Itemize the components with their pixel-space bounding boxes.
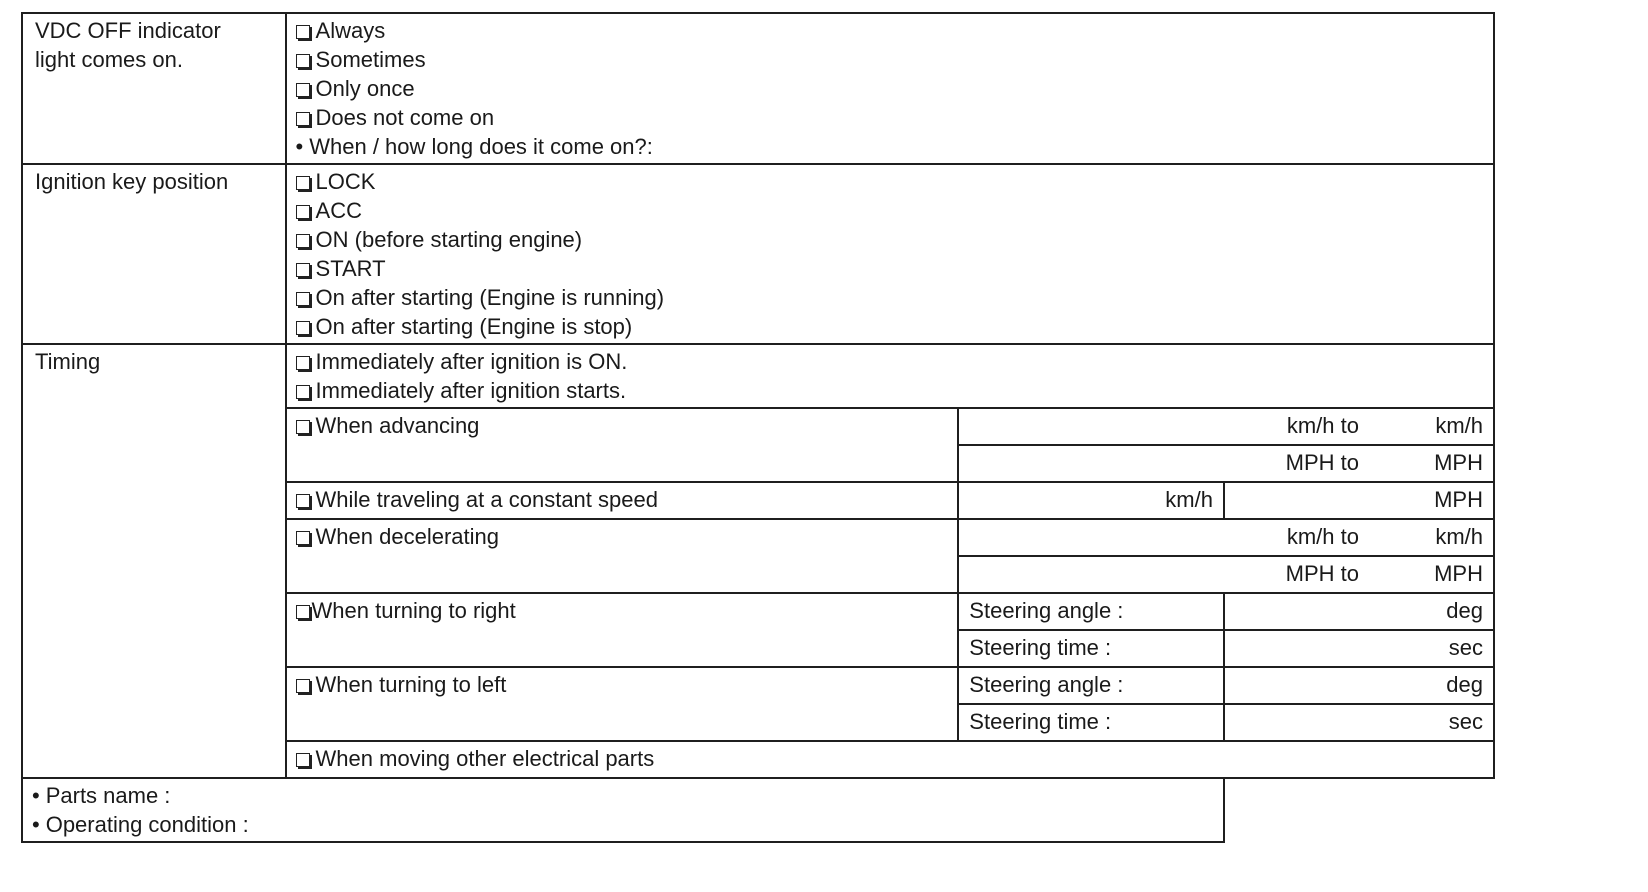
option-label: ACC xyxy=(315,198,362,223)
checkbox[interactable] xyxy=(296,679,310,693)
checkbox[interactable] xyxy=(296,292,310,306)
timing-immediate-row xyxy=(22,344,1494,408)
timing-immediate-cell xyxy=(286,344,1494,408)
mph-label: MPH xyxy=(1434,450,1483,475)
option-label: LOCK xyxy=(315,169,376,194)
electrical-cell[interactable] xyxy=(286,741,1494,778)
deg-unit: deg xyxy=(1446,672,1483,697)
electrical-label: When moving other electrical parts xyxy=(315,746,655,771)
turn-left-label: When turning to left xyxy=(315,672,507,697)
turn-left-label-cell[interactable] xyxy=(286,667,959,741)
checkbox[interactable] xyxy=(296,494,310,508)
indicator-label-cell xyxy=(22,13,286,164)
option-label: Immediately after ignition starts. xyxy=(315,378,627,403)
option-label: Always xyxy=(315,18,386,43)
option-label: Only once xyxy=(315,76,415,101)
option-always[interactable] xyxy=(296,16,1483,45)
checkbox[interactable] xyxy=(296,205,310,219)
advancing-mph-field[interactable] xyxy=(958,445,1494,482)
checkbox[interactable] xyxy=(296,356,310,370)
question-label: When / how long does it come on?: xyxy=(309,134,653,159)
timing-label: Timing xyxy=(35,349,101,374)
mph-to-label: MPH to xyxy=(1285,450,1359,475)
parts-row xyxy=(22,778,1494,842)
timing-label-cell xyxy=(22,344,286,778)
decelerating-label-cell[interactable] xyxy=(286,519,959,593)
option-label: Immediately after ignition is ON. xyxy=(315,349,628,374)
turn-right-label-cell[interactable] xyxy=(286,593,959,667)
option-on-before-start[interactable] xyxy=(296,225,1483,254)
constant-speed-label: While traveling at a constant speed xyxy=(315,487,658,512)
parts-name-label: Parts name : xyxy=(45,783,171,808)
turn-left-angle-field[interactable] xyxy=(1224,667,1494,704)
checkbox[interactable] xyxy=(296,54,310,68)
checkbox[interactable] xyxy=(296,753,310,767)
checkbox[interactable] xyxy=(296,112,310,126)
kmh-label: km/h xyxy=(1435,524,1483,549)
turn-right-time-field[interactable] xyxy=(1224,630,1494,667)
checkbox[interactable] xyxy=(296,605,310,619)
kmh-to-label: km/h to xyxy=(1286,413,1359,438)
constant-kmh-field[interactable] xyxy=(958,482,1224,519)
sec-unit: sec xyxy=(1448,709,1483,734)
option-label: On after starting (Engine is stop) xyxy=(315,314,633,339)
option-label: Sometimes xyxy=(315,47,426,72)
kmh-label: km/h xyxy=(1165,487,1213,512)
constant-speed-label-cell[interactable] xyxy=(286,482,959,519)
option-lock[interactable] xyxy=(296,167,1483,196)
option-start[interactable] xyxy=(296,254,1483,283)
checkbox[interactable] xyxy=(296,420,310,434)
steering-time-label-cell xyxy=(958,704,1224,741)
turn-right-label: When turning to right xyxy=(311,598,516,623)
option-label: ON (before starting engine) xyxy=(315,227,583,252)
decelerating-mph-field[interactable] xyxy=(958,556,1494,593)
checkbox[interactable] xyxy=(296,385,310,399)
option-on-after-stop[interactable] xyxy=(296,312,1483,341)
kmh-label: km/h xyxy=(1435,413,1483,438)
ignition-label: Ignition key position xyxy=(35,169,229,194)
checkbox[interactable] xyxy=(296,25,310,39)
indicator-label-line2: light comes on. xyxy=(35,47,183,72)
steering-time-label: Steering time : xyxy=(969,709,1112,734)
option-only-once[interactable] xyxy=(296,74,1483,103)
checkbox[interactable] xyxy=(296,321,310,335)
indicator-duration-question[interactable] xyxy=(296,132,1483,161)
option-label: On after starting (Engine is running) xyxy=(315,285,665,310)
bullet-icon: • xyxy=(295,134,304,159)
steering-angle-label: Steering angle : xyxy=(969,672,1124,697)
checkbox[interactable] xyxy=(296,83,310,97)
ignition-options-cell xyxy=(286,164,1494,344)
steering-time-label: Steering time : xyxy=(969,635,1112,660)
operating-condition-label: Operating condition : xyxy=(45,812,249,837)
operating-condition-field[interactable] xyxy=(32,810,1213,839)
decelerating-kmh-field[interactable] xyxy=(958,519,1494,556)
steering-angle-label-cell xyxy=(958,667,1224,704)
turn-left-time-field[interactable] xyxy=(1224,704,1494,741)
ignition-row xyxy=(22,164,1494,344)
steering-time-label-cell xyxy=(958,630,1224,667)
option-immediately-on[interactable] xyxy=(296,347,1483,376)
symptom-form-table xyxy=(21,12,1495,843)
checkbox[interactable] xyxy=(296,531,310,545)
advancing-label: When advancing xyxy=(315,413,480,438)
constant-mph-field[interactable] xyxy=(1224,482,1494,519)
bullet-icon: • xyxy=(32,783,40,808)
bullet-icon: • xyxy=(32,812,40,837)
indicator-row xyxy=(22,13,1494,164)
option-label: Does not come on xyxy=(315,105,495,130)
checkbox[interactable] xyxy=(296,234,310,248)
advancing-label-cell[interactable] xyxy=(286,408,959,482)
steering-angle-label: Steering angle : xyxy=(969,598,1124,623)
option-label: START xyxy=(315,256,386,281)
option-on-after-running[interactable] xyxy=(296,283,1483,312)
mph-label: MPH xyxy=(1434,487,1483,512)
checkbox[interactable] xyxy=(296,263,310,277)
advancing-kmh-field[interactable] xyxy=(958,408,1494,445)
ignition-label-cell xyxy=(22,164,286,344)
indicator-options-cell xyxy=(286,13,1494,164)
parts-name-field[interactable] xyxy=(32,781,1213,810)
option-immediately-start[interactable] xyxy=(296,376,1483,405)
option-does-not-come-on[interactable] xyxy=(296,103,1483,132)
mph-label: MPH xyxy=(1434,561,1483,586)
sec-unit: sec xyxy=(1448,635,1483,660)
option-acc[interactable] xyxy=(296,196,1483,225)
turn-right-angle-field[interactable] xyxy=(1224,593,1494,630)
checkbox[interactable] xyxy=(296,176,310,190)
kmh-to-label: km/h to xyxy=(1286,524,1359,549)
decelerating-label: When decelerating xyxy=(315,524,499,549)
indicator-label-line1: VDC OFF indicator xyxy=(35,18,221,43)
steering-angle-label-cell xyxy=(958,593,1224,630)
mph-to-label: MPH to xyxy=(1285,561,1359,586)
option-sometimes[interactable] xyxy=(296,45,1483,74)
parts-cell xyxy=(22,778,1224,842)
deg-unit: deg xyxy=(1446,598,1483,623)
